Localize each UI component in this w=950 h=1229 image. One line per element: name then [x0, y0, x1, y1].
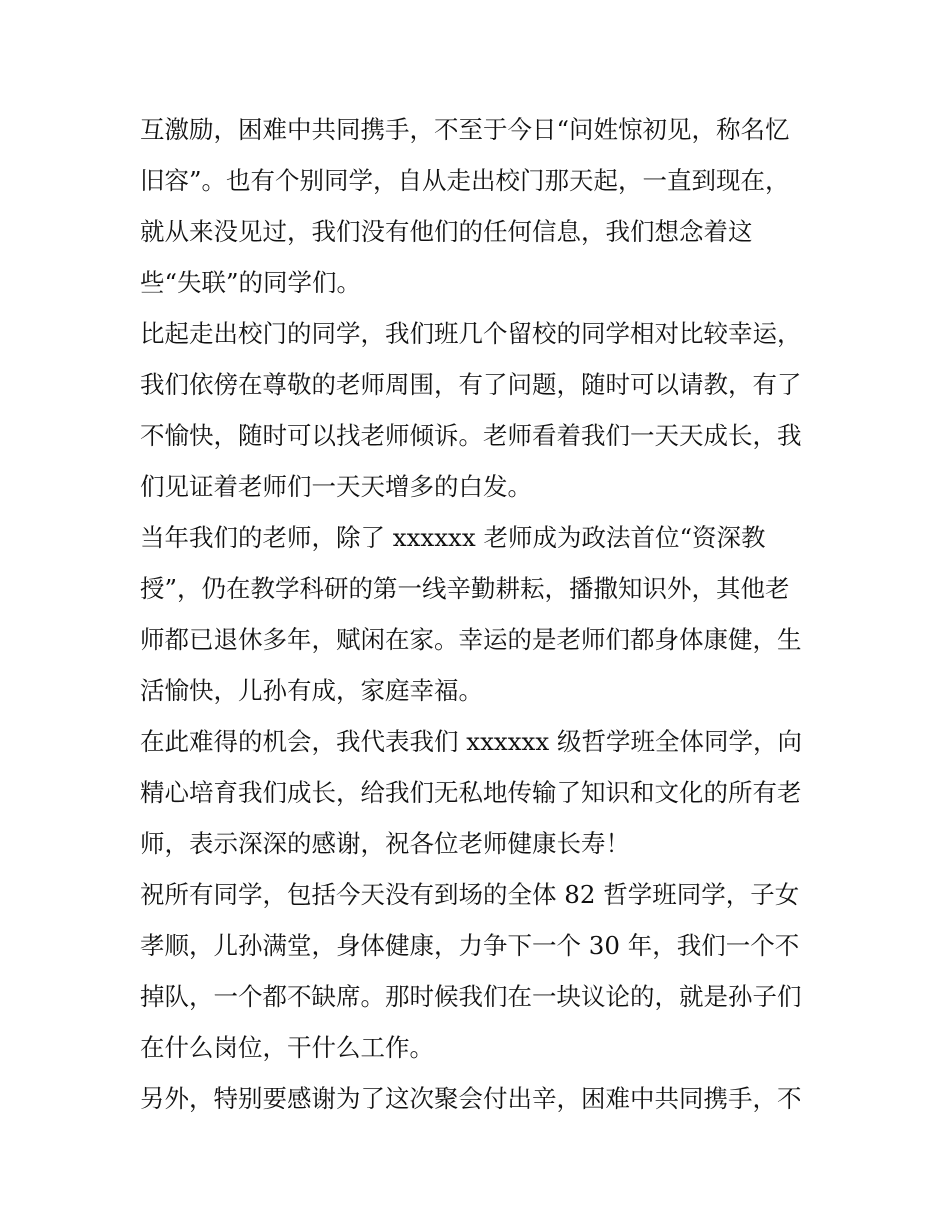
text-line: 比起走出校门的同学，我们班几个留校的同学相对比较幸运， — [140, 319, 802, 348]
text-line: 们见证着老师们一天天增多的白发。 — [140, 472, 532, 501]
text-line: 在此难得的机会，我代表我们 xxxxxx 级哲学班全体同学，向 — [140, 727, 802, 756]
text-line: 旧容”。也有个别同学，自从走出校门那天起，一直到现在， — [140, 166, 790, 195]
text-line: 精心培育我们成长，给我们无私地传输了知识和文化的所有老 — [140, 778, 802, 807]
text-line: 不愉快，随时可以找老师倾诉。老师看着我们一天天成长，我 — [140, 421, 802, 450]
text-line: 孝顺，儿孙满堂，身体健康，力争下一个 30 年，我们一个不 — [140, 931, 800, 960]
body-text — [140, 104, 820, 1124]
text-line: 师都已退休多年，赋闲在家。幸运的是老师们都身体康健，生 — [140, 625, 802, 654]
text-line: 我们依傍在尊敬的老师周围，有了问题，随时可以请教，有了 — [140, 370, 802, 399]
text-line: 祝所有同学，包括今天没有到场的全体 82 哲学班同学，子女 — [140, 880, 800, 909]
text-line: 活愉快，儿孙有成，家庭幸福。 — [140, 676, 483, 705]
text-line: 互激励，困难中共同携手，不至于今日“问姓惊初见，称名忆 — [140, 115, 790, 144]
text-line: 些“失联”的同学们。 — [140, 268, 362, 297]
text-line: 掉队，一个都不缺席。那时候我们在一块议论的，就是孙子们 — [140, 982, 802, 1011]
text-line: 师，表示深深的感谢，祝各位老师健康长寿！ — [140, 829, 630, 858]
text-line: 当年我们的老师，除了 xxxxxx 老师成为政法首位“资深教 — [140, 523, 766, 552]
text-line: 在什么岗位，干什么工作。 — [140, 1033, 434, 1062]
text-line: 授”，仍在教学科研的第一线辛勤耕耘，播撒知识外，其他老 — [140, 574, 790, 603]
text-line: 就从来没见过，我们没有他们的任何信息，我们想念着这 — [140, 217, 753, 246]
text-line: 另外，特别要感谢为了这次聚会付出辛，困难中共同携手，不 — [140, 1084, 802, 1113]
